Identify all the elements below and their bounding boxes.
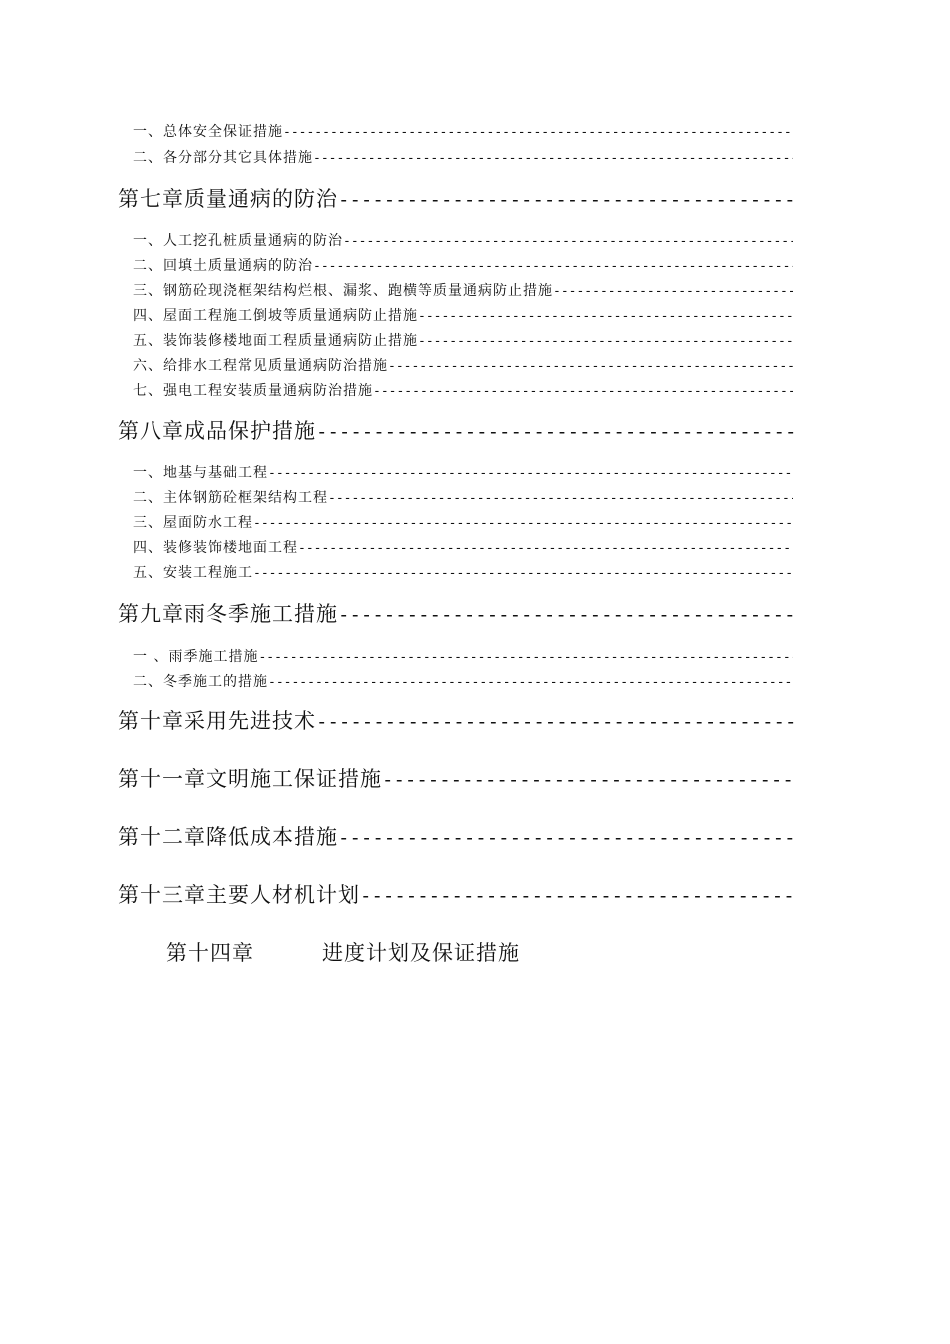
chapter-number: 第十章	[118, 709, 184, 733]
toc-chapter-12[interactable]	[118, 821, 794, 851]
toc-chapter-8[interactable]	[118, 415, 794, 445]
toc-item[interactable]	[133, 512, 793, 532]
toc-item[interactable]	[133, 121, 793, 141]
toc-item[interactable]	[133, 147, 793, 167]
chapter-title: 成品保护措施	[184, 419, 316, 443]
dot-leader	[328, 491, 793, 506]
toc-item[interactable]	[133, 230, 793, 250]
dot-leader	[388, 359, 793, 374]
dot-leader	[343, 234, 793, 249]
toc-item-label: 二、冬季施工的措施	[133, 674, 268, 690]
dot-leader	[313, 151, 793, 166]
dot-leader	[418, 334, 793, 349]
toc-item-label: 三、屋面防水工程	[133, 515, 253, 531]
chapter-number: 第九章	[118, 602, 184, 626]
dot-leader	[316, 421, 794, 443]
dot-leader	[253, 566, 793, 581]
toc-item-label: 二、主体钢筋砼框架结构工程	[133, 490, 328, 506]
chapter-title: 进度计划及保证措施	[322, 941, 520, 965]
chapter-number: 第七章	[118, 187, 184, 211]
dot-leader	[338, 827, 794, 849]
dot-leader	[316, 711, 794, 733]
toc-item-label: 一、总体安全保证措施	[133, 124, 283, 140]
toc-item[interactable]	[133, 280, 793, 300]
toc-item-label: 四、装修装饰楼地面工程	[133, 540, 298, 556]
dot-leader	[553, 284, 793, 299]
toc-item[interactable]	[133, 487, 793, 507]
chapter-number: 第十四章	[166, 941, 254, 965]
toc-item[interactable]	[133, 255, 793, 275]
dot-leader	[313, 259, 793, 274]
toc-item-label: 七、强电工程安装质量通病防治措施	[133, 383, 373, 399]
dot-leader	[360, 885, 794, 907]
dot-leader	[268, 466, 793, 481]
chapter-number: 第十二章	[118, 825, 206, 849]
toc-item[interactable]	[133, 537, 793, 557]
chapter-title: 文明施工保证措施	[206, 767, 382, 791]
dot-leader	[373, 384, 793, 399]
toc-item[interactable]	[133, 462, 793, 482]
dot-leader	[258, 650, 793, 665]
toc-chapter-11[interactable]	[118, 763, 794, 793]
toc-item-label: 一、地基与基础工程	[133, 465, 268, 481]
toc-item[interactable]	[133, 671, 793, 691]
toc-chapter-14[interactable]	[166, 937, 766, 967]
toc-item-label: 三、钢筋砼现浇框架结构烂根、漏浆、跑横等质量通病防止措施	[133, 283, 553, 299]
dot-leader	[298, 541, 793, 556]
chapter-title: 雨冬季施工措施	[184, 602, 338, 626]
chapter-number: 第十一章	[118, 767, 206, 791]
chapter-title: 降低成本措施	[206, 825, 338, 849]
toc-item[interactable]	[133, 355, 793, 375]
toc-item-label: 二、各分部分其它具体措施	[133, 150, 313, 166]
toc-chapter-7[interactable]	[118, 183, 794, 213]
toc-chapter-9[interactable]	[118, 598, 794, 628]
toc-item-label: 一 、雨季施工措施	[133, 649, 259, 665]
dot-leader	[283, 125, 793, 140]
chapter-title: 主要人材机计划	[206, 883, 360, 907]
dot-leader	[382, 769, 794, 791]
toc-chapter-10[interactable]	[118, 705, 794, 735]
toc-chapter-13[interactable]	[118, 879, 794, 909]
toc-item-label: 一、人工挖孔桩质量通病的防治	[133, 233, 343, 249]
chapter-title: 质量通病的防治	[184, 187, 338, 211]
dot-leader	[253, 516, 793, 531]
dot-leader	[338, 189, 794, 211]
toc-item-label: 二、回填土质量通病的防治	[133, 258, 313, 274]
toc-item[interactable]	[133, 562, 793, 582]
dot-leader	[418, 309, 793, 324]
dot-leader	[268, 675, 793, 690]
chapter-number: 第八章	[118, 419, 184, 443]
chapter-number: 第十三章	[118, 883, 206, 907]
dot-leader	[338, 604, 794, 626]
toc-item-label: 六、给排水工程常见质量通病防治措施	[133, 358, 388, 374]
toc-item-label: 四、屋面工程施工倒坡等质量通病防止措施	[133, 308, 418, 324]
toc-item-label: 五、安装工程施工	[133, 565, 253, 581]
toc-item[interactable]	[133, 646, 793, 666]
toc-item-label: 五、装饰装修楼地面工程质量通病防止措施	[133, 333, 418, 349]
chapter-title: 采用先进技术	[184, 709, 316, 733]
toc-item[interactable]	[133, 305, 793, 325]
toc-item[interactable]	[133, 380, 793, 400]
toc-item[interactable]	[133, 330, 793, 350]
